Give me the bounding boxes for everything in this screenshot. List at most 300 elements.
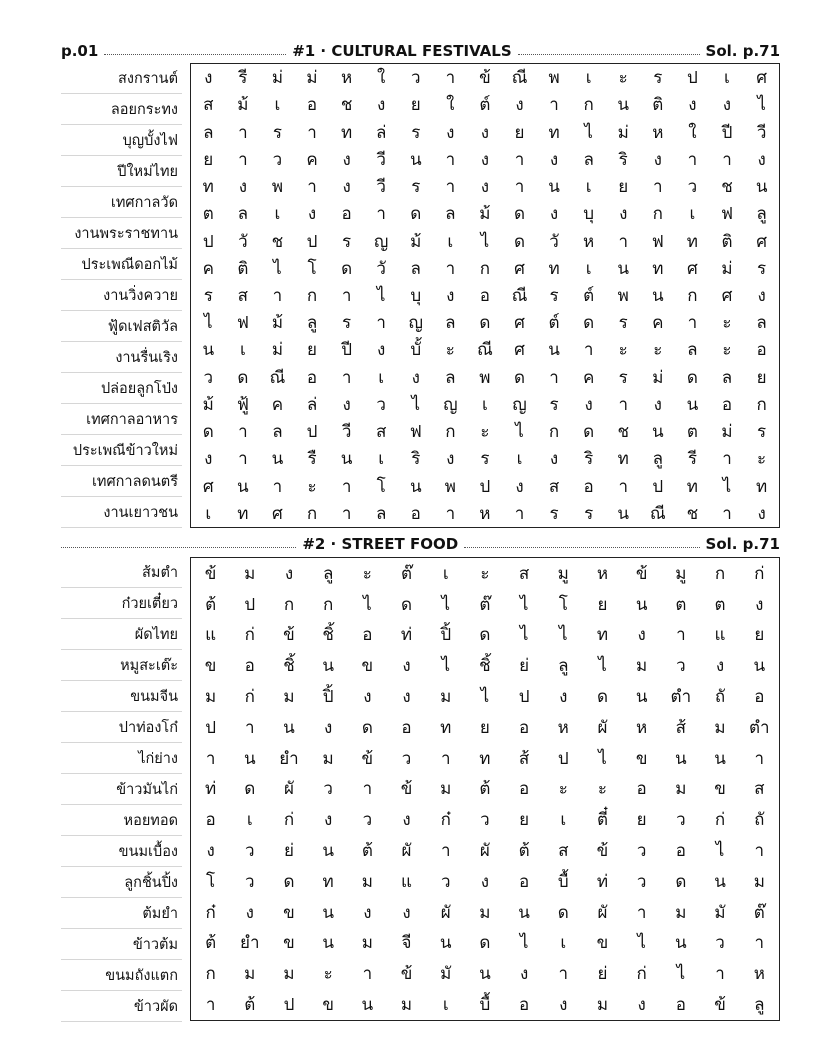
- grid-letter-cell[interactable]: ด: [202, 422, 214, 443]
- grid-letter-cell[interactable]: า: [618, 476, 628, 497]
- grid-letter-cell[interactable]: ล: [203, 122, 214, 143]
- grid-letter-cell[interactable]: ก: [714, 563, 726, 584]
- grid-letter-cell[interactable]: วี: [376, 177, 386, 198]
- grid-letter-cell[interactable]: ะ: [722, 340, 732, 361]
- grid-letter-cell[interactable]: น: [714, 871, 726, 892]
- grid-letter-cell[interactable]: น: [753, 656, 766, 677]
- grid-letter-cell[interactable]: ง: [342, 394, 351, 415]
- grid-letter-cell[interactable]: ก่: [754, 563, 765, 584]
- grid-letter-cell[interactable]: น: [617, 95, 630, 116]
- grid-letter-cell[interactable]: า: [618, 394, 628, 415]
- grid-letter-cell[interactable]: ผั: [401, 841, 412, 862]
- grid-letter-cell[interactable]: ม: [244, 964, 256, 985]
- grid-letter-cell[interactable]: า: [445, 177, 456, 198]
- grid-letter-cell[interactable]: น: [237, 476, 249, 497]
- grid-letter-cell[interactable]: ส: [754, 779, 765, 800]
- grid-letter-cell[interactable]: เ: [560, 810, 567, 831]
- grid-letter-cell[interactable]: อ: [341, 204, 352, 225]
- grid-letter-cell[interactable]: ล: [445, 204, 456, 225]
- grid-letter-cell[interactable]: ว: [376, 394, 386, 415]
- grid-letter-cell[interactable]: อ: [675, 841, 686, 862]
- grid-letter-cell[interactable]: ว: [636, 841, 647, 862]
- grid-letter-cell[interactable]: ไ: [722, 476, 732, 497]
- grid-letter-cell[interactable]: เ: [724, 68, 730, 89]
- grid-letter-cell[interactable]: ง: [245, 902, 254, 923]
- grid-letter-cell[interactable]: ก: [445, 422, 456, 443]
- grid-letter-cell[interactable]: ย: [618, 177, 629, 198]
- grid-letter-cell[interactable]: ล: [583, 149, 594, 170]
- grid-letter-cell[interactable]: อ: [410, 503, 421, 524]
- grid-letter-cell[interactable]: ท: [548, 258, 560, 279]
- grid-letter-cell[interactable]: ปี: [721, 122, 733, 143]
- grid-letter-cell[interactable]: า: [687, 313, 698, 334]
- grid-letter-cell[interactable]: ช: [340, 95, 353, 116]
- grid-letter-cell[interactable]: า: [514, 503, 525, 524]
- grid-letter-cell[interactable]: ป: [306, 422, 318, 443]
- grid-letter-cell[interactable]: ว: [323, 779, 333, 800]
- grid-letter-cell[interactable]: ด: [675, 871, 687, 892]
- grid-letter-cell[interactable]: ล: [756, 313, 767, 334]
- grid-letter-cell[interactable]: ข้: [400, 779, 413, 800]
- grid-letter-cell[interactable]: ต์: [548, 313, 560, 334]
- grid-letter-cell[interactable]: ชิ้: [479, 656, 491, 677]
- grid-letter-cell[interactable]: อ: [518, 995, 530, 1016]
- grid-letter-cell[interactable]: ญ: [443, 394, 458, 415]
- grid-letter-cell[interactable]: บุ: [583, 204, 595, 225]
- grid-letter-cell[interactable]: ว: [245, 841, 255, 862]
- grid-letter-cell[interactable]: ร: [549, 394, 559, 415]
- grid-letter-cell[interactable]: ก: [479, 258, 491, 279]
- grid-letter-cell[interactable]: ไ: [204, 313, 213, 334]
- grid-letter-cell[interactable]: น: [651, 422, 664, 443]
- grid-letter-cell[interactable]: ว: [715, 933, 725, 954]
- grid-letter-cell[interactable]: ต้: [361, 841, 373, 862]
- grid-letter-cell[interactable]: ผั: [597, 902, 608, 923]
- grid-letter-cell[interactable]: ค: [582, 367, 595, 388]
- grid-letter-cell[interactable]: ด: [410, 204, 422, 225]
- grid-letter-cell[interactable]: ค: [202, 258, 214, 279]
- grid-letter-cell[interactable]: น: [322, 841, 334, 862]
- grid-letter-cell[interactable]: ยำ: [279, 748, 299, 769]
- grid-letter-cell[interactable]: ต๊: [401, 563, 413, 584]
- grid-letter-cell[interactable]: ง: [284, 563, 294, 584]
- grid-letter-cell[interactable]: ง: [515, 476, 524, 497]
- grid-letter-cell[interactable]: วั: [376, 258, 386, 279]
- grid-letter-cell[interactable]: ไ: [598, 748, 607, 769]
- grid-letter-cell[interactable]: า: [722, 503, 732, 524]
- grid-letter-cell[interactable]: พ: [548, 68, 560, 89]
- grid-letter-cell[interactable]: น: [361, 995, 374, 1016]
- grid-letter-cell[interactable]: า: [238, 449, 248, 470]
- grid-letter-cell[interactable]: ส้: [675, 717, 687, 738]
- grid-letter-cell[interactable]: ค: [271, 394, 284, 415]
- grid-letter-cell[interactable]: จี: [401, 933, 412, 954]
- grid-letter-cell[interactable]: ศ: [514, 258, 525, 279]
- grid-letter-cell[interactable]: ท: [686, 476, 698, 497]
- grid-letter-cell[interactable]: ง: [324, 717, 333, 738]
- grid-letter-cell[interactable]: น: [409, 476, 422, 497]
- grid-letter-cell[interactable]: ริ: [584, 449, 594, 470]
- grid-letter-cell[interactable]: ม: [714, 717, 726, 738]
- grid-letter-cell[interactable]: ข: [322, 995, 334, 1016]
- grid-letter-cell[interactable]: ร: [342, 313, 352, 334]
- grid-letter-cell[interactable]: ว: [676, 810, 686, 831]
- grid-letter-cell[interactable]: ะ: [757, 449, 767, 470]
- grid-letter-cell[interactable]: ร: [618, 367, 628, 388]
- grid-letter-cell[interactable]: น: [651, 285, 664, 306]
- grid-letter-cell[interactable]: พ: [444, 476, 456, 497]
- grid-letter-cell[interactable]: ว: [676, 656, 686, 677]
- grid-letter-cell[interactable]: า: [583, 340, 594, 361]
- grid-letter-cell[interactable]: า: [676, 625, 686, 646]
- grid-letter-cell[interactable]: น: [322, 933, 334, 954]
- grid-letter-cell[interactable]: ก่: [283, 810, 295, 831]
- grid-letter-cell[interactable]: ก: [306, 503, 318, 524]
- grid-letter-cell[interactable]: ง: [446, 285, 455, 306]
- grid-letter-cell[interactable]: ล: [445, 313, 456, 334]
- grid-letter-cell[interactable]: ไ: [519, 594, 529, 615]
- grid-letter-cell[interactable]: ง: [619, 204, 628, 225]
- grid-letter-cell[interactable]: ด: [686, 367, 698, 388]
- grid-letter-cell[interactable]: ตำ: [670, 687, 692, 708]
- grid-letter-cell[interactable]: ม: [675, 779, 687, 800]
- grid-letter-cell[interactable]: ศ: [514, 340, 525, 361]
- grid-letter-cell[interactable]: ไ: [411, 394, 421, 415]
- grid-letter-cell[interactable]: ม้: [271, 313, 284, 334]
- grid-letter-cell[interactable]: ะ: [618, 68, 628, 89]
- grid-letter-cell[interactable]: ศ: [272, 503, 283, 524]
- grid-letter-cell[interactable]: ศ: [514, 313, 525, 334]
- grid-letter-cell[interactable]: ร: [653, 68, 663, 89]
- grid-letter-cell[interactable]: อ: [362, 625, 373, 646]
- grid-letter-cell[interactable]: ะ: [722, 313, 732, 334]
- grid-letter-cell[interactable]: ไ: [584, 122, 593, 143]
- grid-letter-cell[interactable]: น: [271, 449, 284, 470]
- grid-letter-cell[interactable]: ล: [721, 367, 733, 388]
- grid-letter-cell[interactable]: ต: [675, 594, 687, 615]
- grid-letter-cell[interactable]: ง: [715, 656, 725, 677]
- grid-letter-cell[interactable]: ย่: [519, 656, 530, 677]
- grid-letter-cell[interactable]: เ: [239, 340, 246, 361]
- grid-letter-cell[interactable]: ง: [342, 149, 351, 170]
- grid-letter-cell[interactable]: ลู: [306, 313, 318, 334]
- grid-letter-cell[interactable]: ร: [757, 258, 767, 279]
- grid-letter-cell[interactable]: ใ: [446, 95, 455, 116]
- grid-letter-cell[interactable]: ง: [324, 810, 333, 831]
- grid-letter-cell[interactable]: ง: [559, 687, 568, 708]
- grid-letter-cell[interactable]: า: [636, 902, 647, 923]
- grid-letter-cell[interactable]: ท: [596, 625, 609, 646]
- grid-letter-cell[interactable]: ม: [596, 995, 609, 1016]
- grid-letter-cell[interactable]: ย: [597, 594, 608, 615]
- grid-letter-cell[interactable]: า: [618, 231, 628, 252]
- grid-letter-cell[interactable]: า: [341, 503, 352, 524]
- grid-letter-cell[interactable]: ง: [204, 68, 213, 89]
- grid-letter-cell[interactable]: ท: [237, 503, 249, 524]
- grid-letter-cell[interactable]: ม่: [721, 422, 733, 443]
- grid-letter-cell[interactable]: ม่: [271, 340, 284, 361]
- grid-letter-cell[interactable]: เ: [274, 204, 281, 225]
- grid-letter-cell[interactable]: ป: [686, 68, 698, 89]
- grid-letter-cell[interactable]: เ: [585, 68, 592, 89]
- grid-letter-cell[interactable]: ว: [203, 367, 214, 388]
- grid-letter-cell[interactable]: ง: [363, 902, 372, 923]
- grid-letter-cell[interactable]: ล: [375, 503, 387, 524]
- grid-letter-cell[interactable]: ท: [652, 258, 664, 279]
- grid-letter-cell[interactable]: ป: [283, 995, 295, 1016]
- grid-letter-cell[interactable]: ไ: [676, 964, 686, 985]
- grid-letter-cell[interactable]: า: [440, 748, 451, 769]
- grid-letter-cell[interactable]: ม้: [237, 95, 249, 116]
- grid-letter-cell[interactable]: ท: [617, 449, 629, 470]
- grid-letter-cell[interactable]: วี: [341, 422, 352, 443]
- grid-letter-cell[interactable]: ข: [283, 902, 295, 923]
- grid-letter-cell[interactable]: ก: [323, 594, 334, 615]
- grid-letter-cell[interactable]: น: [322, 656, 334, 677]
- grid-letter-cell[interactable]: ม: [283, 687, 295, 708]
- grid-letter-cell[interactable]: เ: [378, 367, 385, 388]
- grid-letter-cell[interactable]: ส: [375, 422, 387, 443]
- grid-letter-cell[interactable]: ม่: [617, 122, 629, 143]
- grid-letter-cell[interactable]: เ: [246, 810, 253, 831]
- grid-letter-cell[interactable]: ใ: [377, 68, 386, 89]
- grid-letter-cell[interactable]: ท: [340, 122, 353, 143]
- grid-letter-cell[interactable]: ฟู้: [236, 394, 249, 415]
- grid-letter-cell[interactable]: ด: [237, 367, 249, 388]
- grid-letter-cell[interactable]: ด: [513, 367, 526, 388]
- grid-letter-cell[interactable]: ข: [204, 656, 217, 677]
- grid-letter-cell[interactable]: น: [409, 149, 422, 170]
- grid-letter-cell[interactable]: ร: [342, 231, 352, 252]
- grid-letter-cell[interactable]: ม: [479, 902, 491, 923]
- grid-letter-cell[interactable]: ก: [652, 204, 663, 225]
- grid-letter-cell[interactable]: น: [322, 902, 334, 923]
- grid-letter-cell[interactable]: บุ: [410, 285, 422, 306]
- grid-letter-cell[interactable]: า: [715, 964, 725, 985]
- grid-letter-cell[interactable]: ย: [519, 810, 530, 831]
- grid-letter-cell[interactable]: า: [653, 177, 663, 198]
- grid-letter-cell[interactable]: ง: [206, 841, 215, 862]
- grid-letter-cell[interactable]: ง: [480, 122, 490, 143]
- grid-letter-cell[interactable]: ท: [479, 748, 491, 769]
- grid-letter-cell[interactable]: ค: [306, 149, 318, 170]
- grid-letter-cell[interactable]: ง: [446, 122, 455, 143]
- grid-letter-cell[interactable]: ง: [722, 95, 732, 116]
- grid-letter-cell[interactable]: ฟ: [236, 313, 249, 334]
- grid-letter-cell[interactable]: ผั: [597, 717, 608, 738]
- grid-letter-cell[interactable]: ไ: [480, 231, 490, 252]
- grid-letter-cell[interactable]: ว: [440, 871, 451, 892]
- grid-letter-cell[interactable]: ง: [688, 95, 697, 116]
- grid-letter-cell[interactable]: ะ: [597, 779, 608, 800]
- grid-letter-cell[interactable]: ว: [410, 68, 421, 89]
- grid-letter-cell[interactable]: ง: [402, 656, 411, 677]
- grid-letter-cell[interactable]: โ: [558, 594, 568, 615]
- grid-letter-cell[interactable]: ต้: [205, 933, 217, 954]
- grid-letter-cell[interactable]: มั: [440, 964, 452, 985]
- grid-letter-cell[interactable]: ข้: [204, 563, 217, 584]
- grid-letter-cell[interactable]: ห: [557, 717, 569, 738]
- grid-letter-cell[interactable]: ห: [753, 964, 765, 985]
- grid-letter-cell[interactable]: อ: [754, 687, 765, 708]
- grid-letter-cell[interactable]: ข: [596, 933, 609, 954]
- grid-letter-cell[interactable]: ล: [410, 258, 421, 279]
- grid-letter-cell[interactable]: ญ: [373, 231, 389, 252]
- grid-letter-cell[interactable]: ปิ้: [322, 687, 334, 708]
- grid-letter-cell[interactable]: ยำ: [240, 933, 260, 954]
- grid-letter-cell[interactable]: ติ: [652, 95, 664, 116]
- grid-letter-cell[interactable]: ะ: [307, 476, 317, 497]
- grid-letter-cell[interactable]: อ: [479, 285, 491, 306]
- grid-letter-cell[interactable]: ม: [440, 687, 452, 708]
- grid-letter-cell[interactable]: เ: [516, 449, 523, 470]
- grid-letter-cell[interactable]: ข้: [361, 748, 374, 769]
- grid-letter-cell[interactable]: า: [272, 285, 283, 306]
- grid-letter-cell[interactable]: ร: [411, 177, 421, 198]
- grid-letter-cell[interactable]: ร: [757, 422, 767, 443]
- grid-letter-cell[interactable]: ส: [237, 285, 249, 306]
- grid-letter-cell[interactable]: ง: [480, 177, 490, 198]
- grid-letter-cell[interactable]: ข้: [635, 563, 648, 584]
- grid-letter-cell[interactable]: ง: [480, 149, 490, 170]
- grid-letter-cell[interactable]: า: [445, 149, 456, 170]
- grid-letter-cell[interactable]: ม: [244, 563, 256, 584]
- grid-letter-cell[interactable]: ด: [479, 625, 491, 646]
- grid-letter-cell[interactable]: า: [341, 476, 352, 497]
- grid-letter-cell[interactable]: ง: [515, 95, 524, 116]
- grid-letter-cell[interactable]: ศ: [202, 476, 214, 497]
- grid-letter-cell[interactable]: น: [202, 340, 215, 361]
- grid-letter-cell[interactable]: ฟ: [720, 204, 733, 225]
- grid-letter-cell[interactable]: โ: [206, 871, 216, 892]
- grid-letter-cell[interactable]: ด: [583, 313, 595, 334]
- grid-letter-cell[interactable]: ตี๋: [596, 810, 608, 831]
- grid-letter-cell[interactable]: ห: [340, 68, 353, 89]
- grid-letter-cell[interactable]: ด: [513, 204, 526, 225]
- grid-letter-cell[interactable]: ง: [549, 449, 559, 470]
- grid-letter-cell[interactable]: ถั: [714, 687, 726, 708]
- grid-letter-cell[interactable]: ข: [714, 779, 726, 800]
- grid-letter-cell[interactable]: น: [714, 748, 726, 769]
- grid-letter-cell[interactable]: ไ: [363, 594, 372, 615]
- grid-letter-cell[interactable]: ชิ้: [322, 625, 334, 646]
- grid-letter-cell[interactable]: ส: [558, 841, 569, 862]
- grid-letter-cell[interactable]: ท: [756, 476, 768, 497]
- grid-letter-cell[interactable]: ท: [202, 177, 214, 198]
- grid-letter-cell[interactable]: ล: [237, 204, 249, 225]
- grid-letter-cell[interactable]: ไ: [519, 625, 529, 646]
- grid-letter-cell[interactable]: ณี: [511, 285, 528, 306]
- grid-letter-cell[interactable]: ร: [203, 285, 213, 306]
- grid-letter-cell[interactable]: ด: [596, 687, 608, 708]
- grid-letter-cell[interactable]: ว: [480, 810, 490, 831]
- grid-letter-cell[interactable]: ป: [202, 231, 214, 252]
- grid-letter-cell[interactable]: อ: [583, 476, 594, 497]
- grid-letter-cell[interactable]: า: [440, 841, 451, 862]
- grid-letter-cell[interactable]: ร: [272, 122, 283, 143]
- grid-letter-cell[interactable]: ข้: [283, 625, 295, 646]
- grid-letter-cell[interactable]: ง: [637, 625, 646, 646]
- grid-letter-cell[interactable]: ท: [686, 231, 698, 252]
- grid-letter-cell[interactable]: ไ: [598, 656, 607, 677]
- grid-letter-cell[interactable]: ถั: [754, 810, 765, 831]
- grid-letter-cell[interactable]: า: [445, 258, 456, 279]
- grid-letter-cell[interactable]: ง: [411, 367, 420, 388]
- grid-letter-cell[interactable]: ย: [754, 625, 765, 646]
- grid-letter-cell[interactable]: ย: [756, 367, 767, 388]
- grid-letter-cell[interactable]: ะ: [480, 563, 490, 584]
- grid-letter-cell[interactable]: ข้: [400, 964, 413, 985]
- grid-letter-cell[interactable]: รื: [307, 449, 317, 470]
- grid-letter-cell[interactable]: ต้: [518, 841, 530, 862]
- grid-letter-cell[interactable]: ไ: [757, 95, 766, 116]
- grid-letter-cell[interactable]: ก่: [636, 964, 647, 985]
- grid-letter-cell[interactable]: รี: [687, 449, 697, 470]
- grid-letter-cell[interactable]: า: [722, 149, 732, 170]
- grid-letter-cell[interactable]: ณี: [477, 340, 493, 361]
- grid-letter-cell[interactable]: ว: [245, 871, 255, 892]
- grid-letter-cell[interactable]: ณี: [649, 503, 666, 524]
- grid-letter-cell[interactable]: ห: [652, 122, 664, 143]
- grid-letter-cell[interactable]: เ: [442, 563, 449, 584]
- grid-letter-cell[interactable]: เ: [560, 933, 567, 954]
- grid-letter-cell[interactable]: ไ: [715, 841, 725, 862]
- grid-letter-cell[interactable]: เ: [442, 995, 449, 1016]
- grid-letter-cell[interactable]: ไ: [515, 422, 524, 443]
- grid-letter-cell[interactable]: พ: [479, 367, 491, 388]
- grid-letter-cell[interactable]: ไ: [441, 594, 450, 615]
- grid-letter-cell[interactable]: ม: [322, 748, 334, 769]
- grid-letter-cell[interactable]: ป: [518, 687, 530, 708]
- grid-letter-cell[interactable]: ข้: [479, 68, 491, 89]
- grid-letter-cell[interactable]: ง: [755, 594, 764, 615]
- grid-letter-cell[interactable]: ง: [549, 204, 559, 225]
- grid-letter-cell[interactable]: ง: [238, 177, 248, 198]
- grid-letter-cell[interactable]: ง: [757, 149, 766, 170]
- grid-letter-cell[interactable]: ห: [583, 231, 595, 252]
- grid-letter-cell[interactable]: ก: [548, 422, 560, 443]
- grid-letter-cell[interactable]: ท: [440, 717, 452, 738]
- grid-letter-cell[interactable]: อ: [244, 656, 255, 677]
- grid-letter-cell[interactable]: แ: [401, 871, 413, 892]
- grid-letter-cell[interactable]: ณี: [511, 68, 528, 89]
- grid-letter-cell[interactable]: บื้: [557, 871, 569, 892]
- grid-letter-cell[interactable]: วี: [756, 122, 767, 143]
- grid-letter-cell[interactable]: มั: [714, 902, 726, 923]
- grid-letter-cell[interactable]: า: [238, 149, 248, 170]
- grid-letter-cell[interactable]: ติ: [721, 231, 733, 252]
- grid-letter-cell[interactable]: ง: [377, 95, 386, 116]
- grid-letter-cell[interactable]: ปี: [341, 340, 352, 361]
- grid-letter-cell[interactable]: พ: [617, 285, 629, 306]
- grid-letter-cell[interactable]: ร: [549, 285, 559, 306]
- grid-letter-cell[interactable]: ะ: [480, 422, 490, 443]
- grid-letter-cell[interactable]: ง: [446, 449, 455, 470]
- grid-letter-cell[interactable]: วั: [238, 231, 248, 252]
- grid-letter-cell[interactable]: น: [439, 933, 452, 954]
- grid-letter-cell[interactable]: ลู: [558, 656, 569, 677]
- grid-letter-cell[interactable]: ม: [204, 687, 217, 708]
- grid-letter-cell[interactable]: เ: [689, 204, 696, 225]
- grid-letter-cell[interactable]: ลู: [756, 204, 767, 225]
- grid-letter-cell[interactable]: ศ: [721, 285, 733, 306]
- grid-letter-cell[interactable]: ส: [518, 563, 530, 584]
- grid-letter-cell[interactable]: อ: [721, 394, 733, 415]
- grid-letter-cell[interactable]: น: [635, 594, 648, 615]
- grid-letter-cell[interactable]: ข: [361, 656, 374, 677]
- grid-letter-cell[interactable]: อ: [518, 717, 530, 738]
- grid-letter-cell[interactable]: ล่: [306, 394, 318, 415]
